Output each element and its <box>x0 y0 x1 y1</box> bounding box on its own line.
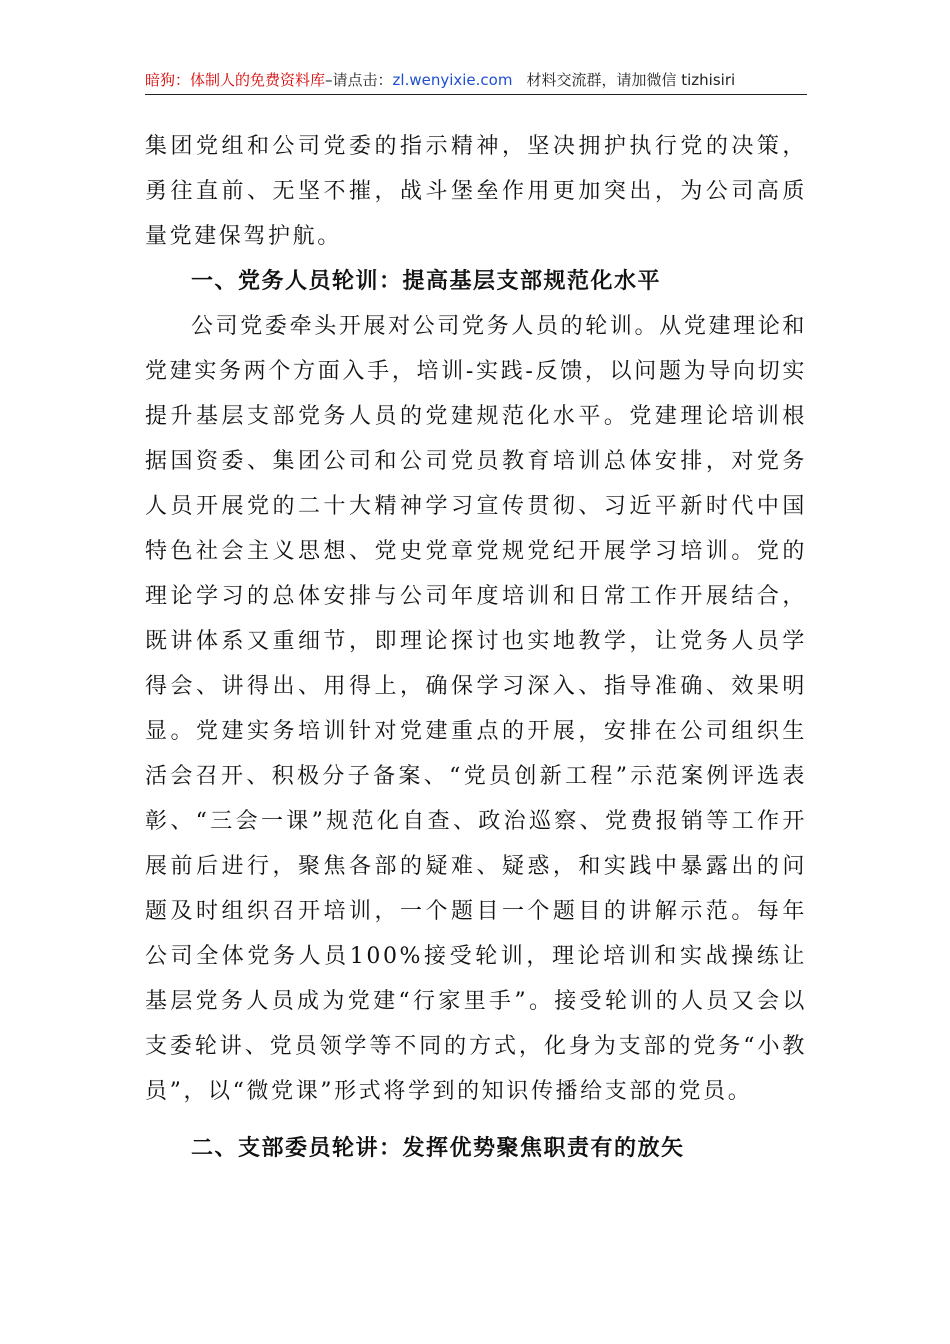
paragraph-continued: 集团党组和公司党委的指示精神，坚决拥护执行党的决策，勇往直前、无坚不摧，战斗堡垒作用更加突出，为公司高质量党建保驾护航。 <box>145 134 807 249</box>
page-header <box>145 66 807 95</box>
header-contact: 材料交流群，请加微信 tizhisiri <box>526 71 736 89</box>
header-brand: 暗狗：体制人的免费资料库 <box>145 71 326 89</box>
header-url-link[interactable]: zl.wenyixie.com <box>392 71 513 89</box>
header-click-prompt: –请点击： <box>325 71 393 89</box>
paragraph-section-1: 公司党委牵头开展对公司党务人员的轮训。从党建理论和党建实务两个方面入手，培训-实践-反馈，以问题为导向切实提升基层支部党务人员的党建规范化水平。党建理论培训根据国资委、集团公司和公司党员教育培训总体安排，对党务人员开展党的二十大精神学习宣传贯彻、习近平新时代中国特色社会主义思想、党史党章党规党纪开展学习培训。党的理论学习的总体安排与公司年度培训和日常工作开展结合，既讲体系又重细节，即理论探讨也实地教学，让党务人员学得会、讲得出、用得上，确保学习深入、指导准确、效果明显。党建实务培训针对党建重点的开展，安排在公司组织生活会召开、积极分子备案、“党员创新工程”示范案例评选表彰、“三会一课”规范化自查、政治巡察、党费报销等工作开展前后进行，聚焦各部的疑难、疑惑，和实践中暴露出的问题及时组织召开培训，一个题目一个题目的讲解示范。每年公司全体党务人员100%接受轮训，理论培训和实战操练让基层党务人员成为党建“行家里手”。接受轮训的人员又会以支委轮讲、党员领学等不同的方式，化身为支部的党务“小教员”，以“微党课”形式将学到的知识传播给支部的党员。 <box>145 314 807 1104</box>
section-heading-1: 一、党务人员轮训：提高基层支部规范化水平 <box>191 269 662 294</box>
document-body <box>145 124 807 1171</box>
section-heading-2: 二、支部委员轮讲：发挥优势聚焦职责有的放矢 <box>191 1136 685 1161</box>
